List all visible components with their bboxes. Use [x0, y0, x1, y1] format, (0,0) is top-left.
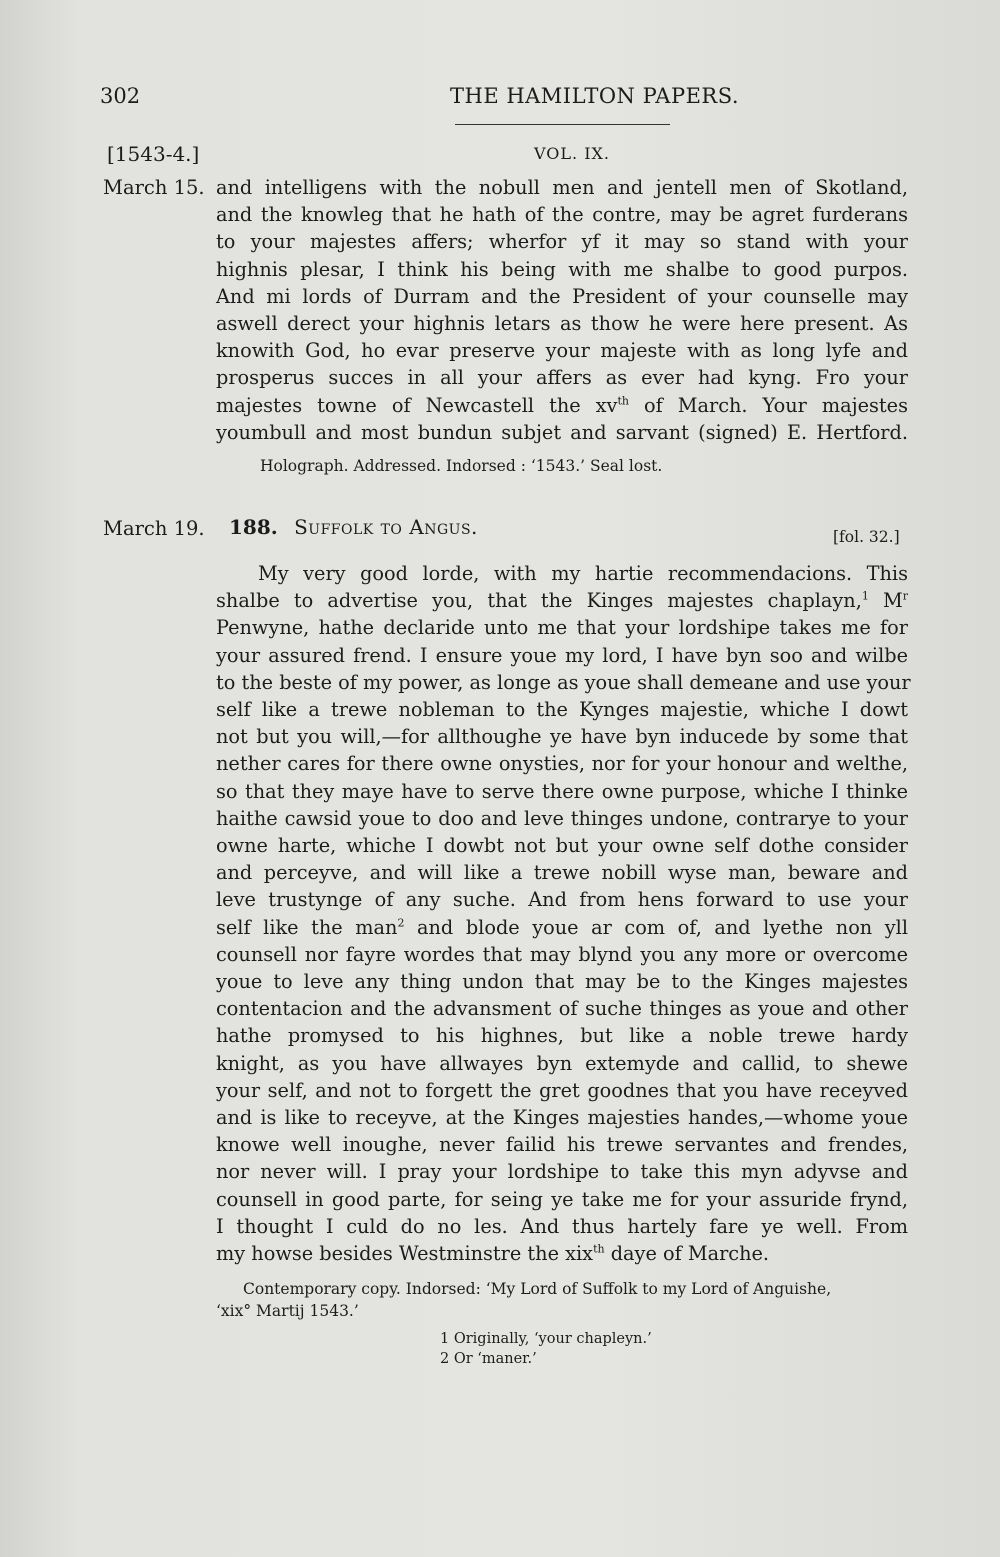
- entry-1-body: [216, 174, 908, 446]
- running-title: THE HAMILTON PAPERS.: [450, 84, 740, 108]
- text-line: knight, as you have allwayes byn extemyde and callid, to shewe: [216, 1051, 908, 1075]
- text-fragment: majestes towne of Newcastell the xv: [216, 393, 618, 417]
- text-line: owne harte, whiche I dowbt not but your owne self dothe consider: [216, 834, 908, 858]
- text-line: haithe cawsid youe to doo and leve thinges undone, contrarye to your: [216, 806, 908, 830]
- text-fragment: self like the man: [216, 915, 398, 939]
- text-line: hathe promysed to his highnes, but like a noble trewe hardy: [216, 1024, 908, 1048]
- text-fragment: and blode youe ar com of, and lyethe non yll: [404, 915, 908, 939]
- text-line: and intelligens with the nobull men and jentell men of Skotland,: [216, 176, 908, 199]
- text-line: Penwyne, hathe declaride unto me that your lordshipe takes me for: [216, 616, 908, 640]
- text-line: your self, and not to forgett the gret goodnes that you have receyved: [216, 1078, 908, 1102]
- text-line: and the knowleg that he hath of the contre, may be agret furderans: [216, 203, 908, 227]
- footnotes: [440, 1329, 652, 1369]
- text-fragment: M: [868, 589, 903, 613]
- text-line: and is like to receyve, at the Kinges majesties handes,—whome youe: [216, 1106, 908, 1130]
- footnote-1: 1 Originally, ‘your chapleyn.’: [440, 1331, 652, 1347]
- volume-label: VOL. IX.: [534, 144, 610, 163]
- text-line: your assured frend. I ensure youe my lord, I have byn soo and wilbe: [216, 643, 908, 667]
- entry-title: Suffolk to Angus.: [294, 515, 478, 539]
- text-fragment: shalbe to advertise you, that the Kinges majestes chaplayn,: [216, 589, 862, 613]
- entry-2-note-line-2: ‘xix° Martij 1543.’: [216, 1302, 359, 1320]
- superscript: th: [617, 394, 629, 408]
- text-line: And mi lords of Durram and the President of your counselle may: [216, 284, 908, 308]
- text-line: prosperus succes in all your affers as ever had kyng. Fro your: [216, 366, 908, 390]
- text-line: [216, 392, 908, 419]
- text-fragment: my howse besides Westminstre the xix: [216, 1242, 594, 1266]
- text-line: and perceyve, and will like a trewe nobill wyse man, beware and: [216, 861, 908, 885]
- text-line: youe to leve any thing undon that may be to the Kinges majestes: [216, 970, 908, 994]
- text-line: nether cares for there owne onysties, nor for your honour and welthe,: [216, 752, 908, 776]
- text-line: My very good lorde, with my hartie recommendacions. This: [258, 562, 908, 585]
- text-line: I thought I culd do no les. And thus hartely fare ye well. From: [216, 1214, 908, 1238]
- text-line: not but you will,—for allthoughe ye have byn inducede by some that: [216, 725, 908, 749]
- text-line: counsell nor fayre wordes that may blynd you any more or overcome: [216, 942, 908, 966]
- footnote-2: 2 Or ‘maner.’: [440, 1351, 537, 1367]
- text-line: highnis plesar, I think his being with me shalbe to good purpos.: [216, 257, 908, 281]
- text-line: nor never will. I pray your lordshipe to take this myn adyvse and: [216, 1160, 908, 1184]
- entry-1-note: Holograph. Addressed. Indorsed : ‘1543.’ Seal lost.: [260, 457, 663, 475]
- text-line: aswell derect your highnis letars as thow he were here present. As: [216, 312, 908, 336]
- date-range: [1543-4.]: [107, 142, 200, 166]
- text-line: so that they maye have to serve there owne purpose, whiche I thinke: [216, 779, 908, 803]
- text-line: contentacion and the advansment of suche thinges as youe and other: [216, 997, 908, 1021]
- text-line: to your majestes affers; wherfor yf it may so stand with your: [216, 230, 908, 254]
- text-fragment: daye of Marche.: [604, 1242, 770, 1266]
- superscript: r: [902, 589, 909, 603]
- header-rule: [455, 124, 670, 125]
- entry-heading: [229, 515, 478, 539]
- entry-2-note-line-1: Contemporary copy. Indorsed: ‘My Lord of Suffolk to my Lord of Anguishe,: [243, 1280, 832, 1298]
- text-line: knowe well inoughe, never failid his trewe servantes and frendes,: [216, 1133, 908, 1157]
- entry-2-body: [216, 560, 911, 1267]
- footnote-marker: 2: [397, 916, 405, 930]
- superscript: th: [593, 1242, 605, 1256]
- text-line: leve trustynge of any suche. And from hens forward to use your: [216, 888, 908, 912]
- text-fragment: of March. Your majestes: [628, 393, 908, 417]
- text-line: [216, 1240, 908, 1267]
- text-line: counsell in good parte, for seing ye take me for your assuride frynd,: [216, 1187, 908, 1211]
- text-line: [216, 914, 908, 941]
- page-number: 302: [100, 84, 141, 108]
- margin-date-march-15: March 15.: [103, 176, 205, 199]
- margin-date-march-19: March 19.: [103, 517, 205, 540]
- text-line: self like a trewe nobleman to the Kynges majestie, whiche I dowt: [216, 698, 908, 722]
- text-line: [216, 587, 908, 614]
- text-line: knowith God, ho evar preserve your majeste with as long lyfe and: [216, 339, 908, 363]
- footnote-marker: 1: [861, 589, 869, 603]
- page-header: [100, 84, 908, 114]
- text-line: youmbull and most bundun subjet and sarvant (signed) E. Hertford.: [216, 420, 908, 444]
- entry-number: 188.: [229, 515, 278, 539]
- text-line: to the beste of my power, as longe as youe shall demeane and use your: [216, 670, 911, 694]
- folio-reference: [fol. 32.]: [833, 528, 900, 546]
